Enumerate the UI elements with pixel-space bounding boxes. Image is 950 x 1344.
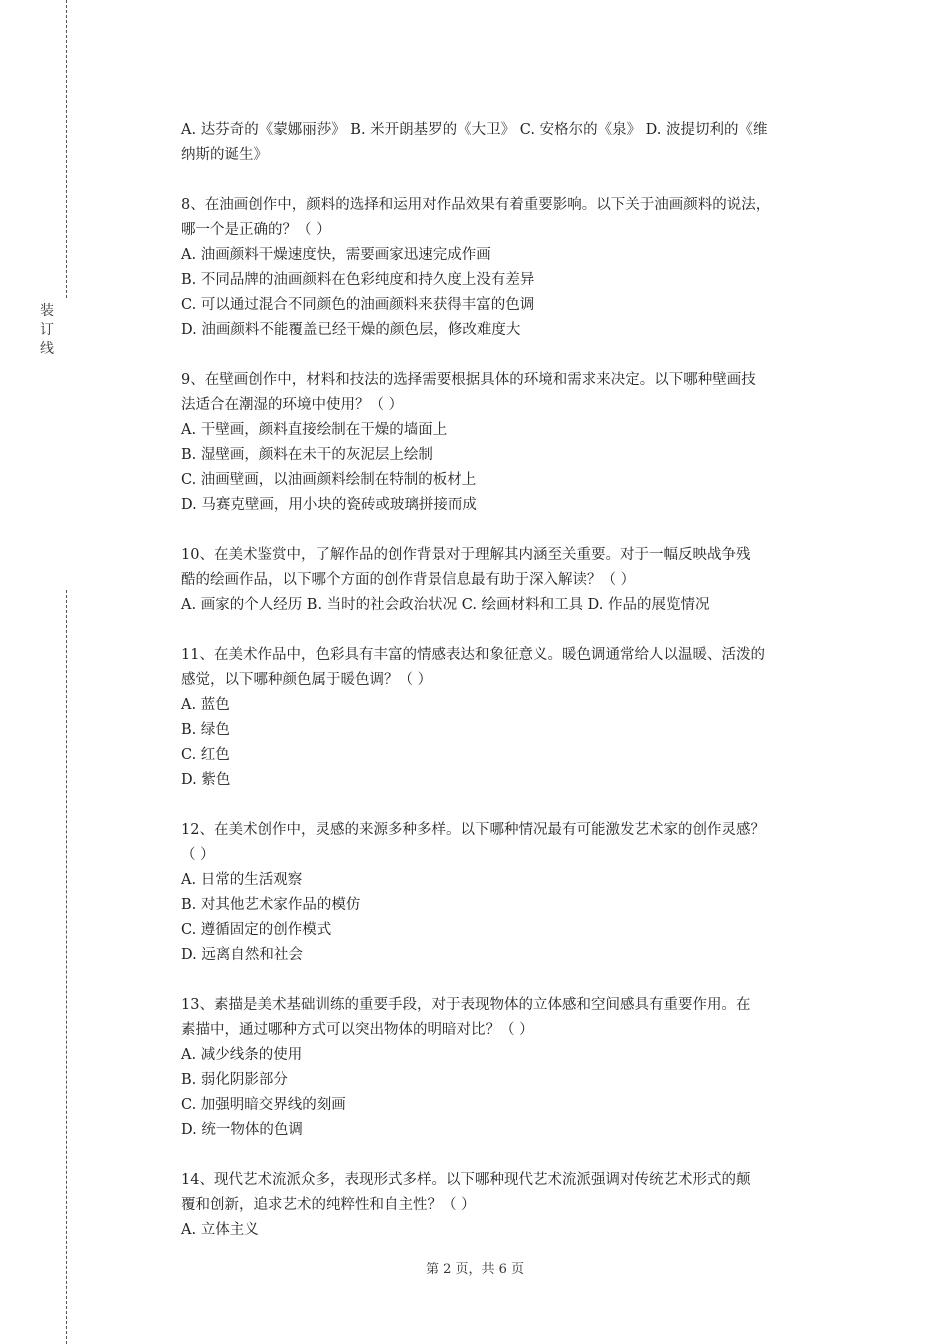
text-line: D. 统一物体的色调 <box>181 1122 303 1138</box>
text-line: 酷的绘画作品，以下哪个方面的创作背景信息最有助于深入解读？（ ） <box>181 572 636 588</box>
text-line: B. 绿色 <box>181 722 230 738</box>
binding-dashed-line-bottom <box>66 590 67 1344</box>
text-line: 纳斯的诞生》 <box>181 147 268 163</box>
text-line: A. 立体主义 <box>181 1222 259 1238</box>
paragraph-gap <box>181 793 846 818</box>
question-content <box>181 118 846 1243</box>
text-line: B. 弱化阴影部分 <box>181 1072 288 1088</box>
text-line: C. 油画壁画，以油画颜料绘制在特制的板材上 <box>181 472 477 488</box>
text-line: 13、素描是美术基础训练的重要手段，对于表现物体的立体感和空间感具有重要作用。在 <box>181 997 751 1013</box>
text-line: 覆和创新，追求艺术的纯粹性和自主性？（ ） <box>181 1197 476 1213</box>
paragraph-gap <box>181 343 846 368</box>
paragraph-gap <box>181 968 846 993</box>
text-line: A. 蓝色 <box>181 697 230 713</box>
page-footer: 第 2 页，共 6 页 <box>425 1262 525 1277</box>
paragraph-gap <box>181 618 846 643</box>
text-line: 哪一个是正确的？（ ） <box>181 222 331 238</box>
text-line: A. 干壁画，颜料直接绘制在干燥的墙面上 <box>181 422 448 438</box>
text-line: 10、在美术鉴赏中，了解作品的创作背景对于理解其内涵至关重要。对于一幅反映战争残 <box>181 547 751 563</box>
binding-dashed-line-top <box>66 0 67 298</box>
paragraph-gap <box>181 518 846 543</box>
text-line: A. 油画颜料干燥速度快，需要画家迅速完成作画 <box>181 247 491 263</box>
text-line: 14、现代艺术流派众多，表现形式多样。以下哪种现代艺术流派强调对传统艺术形式的颠 <box>181 1172 751 1188</box>
text-line: C. 加强明暗交界线的刻画 <box>181 1097 346 1113</box>
paragraph-gap <box>181 168 846 193</box>
text-line: A. 画家的个人经历 B. 当时的社会政治状况 C. 绘画材料和工具 D. 作品的展览情况 <box>181 597 710 613</box>
text-line: A. 达芬奇的《蒙娜丽莎》 B. 米开朗基罗的《大卫》 C. 安格尔的《泉》 D. 波提切利的《维 <box>181 122 768 138</box>
text-line: C. 遵循固定的创作模式 <box>181 922 332 938</box>
text-line: D. 远离自然和社会 <box>181 947 303 963</box>
text-line: D. 马赛克壁画，用小块的瓷砖或玻璃拼接而成 <box>181 497 477 513</box>
text-line: D. 油画颜料不能覆盖已经干燥的颜色层，修改难度大 <box>181 322 521 338</box>
text-line: B. 不同品牌的油画颜料在色彩纯度和持久度上没有差异 <box>181 272 535 288</box>
text-line: 12、在美术创作中，灵感的来源多种多样。以下哪种情况最有可能激发艺术家的创作灵感？ <box>181 822 765 838</box>
text-line: 8、在油画创作中，颜料的选择和运用对作品效果有着重要影响。以下关于油画颜料的说法， <box>181 197 771 213</box>
text-line: A. 减少线条的使用 <box>181 1047 303 1063</box>
text-line: C. 红色 <box>181 747 230 763</box>
text-line: C. 可以通过混合不同颜色的油画颜料来获得丰富的色调 <box>181 297 535 313</box>
binding-label: 装订线 <box>40 303 54 357</box>
text-line: B. 湿壁画，颜料在未干的灰泥层上绘制 <box>181 447 433 463</box>
paragraph-gap <box>181 1143 846 1168</box>
text-line: 11、在美术作品中，色彩具有丰富的情感表达和象征意义。暖色调通常给人以温暖、活泼的 <box>181 647 765 663</box>
text-line: 感觉，以下哪种颜色属于暖色调？（ ） <box>181 672 433 688</box>
text-line: A. 日常的生活观察 <box>181 872 303 888</box>
text-line: 素描中，通过哪种方式可以突出物体的明暗对比？（ ） <box>181 1022 534 1038</box>
text-line: 法适合在潮湿的环境中使用？（ ） <box>181 397 404 413</box>
text-line: B. 对其他艺术家作品的模仿 <box>181 897 361 913</box>
text-line: （ ） <box>181 847 215 863</box>
text-line: 9、在壁画创作中，材料和技法的选择需要根据具体的环境和需求来决定。以下哪种壁画技 <box>181 372 756 388</box>
text-line: D. 紫色 <box>181 772 231 788</box>
